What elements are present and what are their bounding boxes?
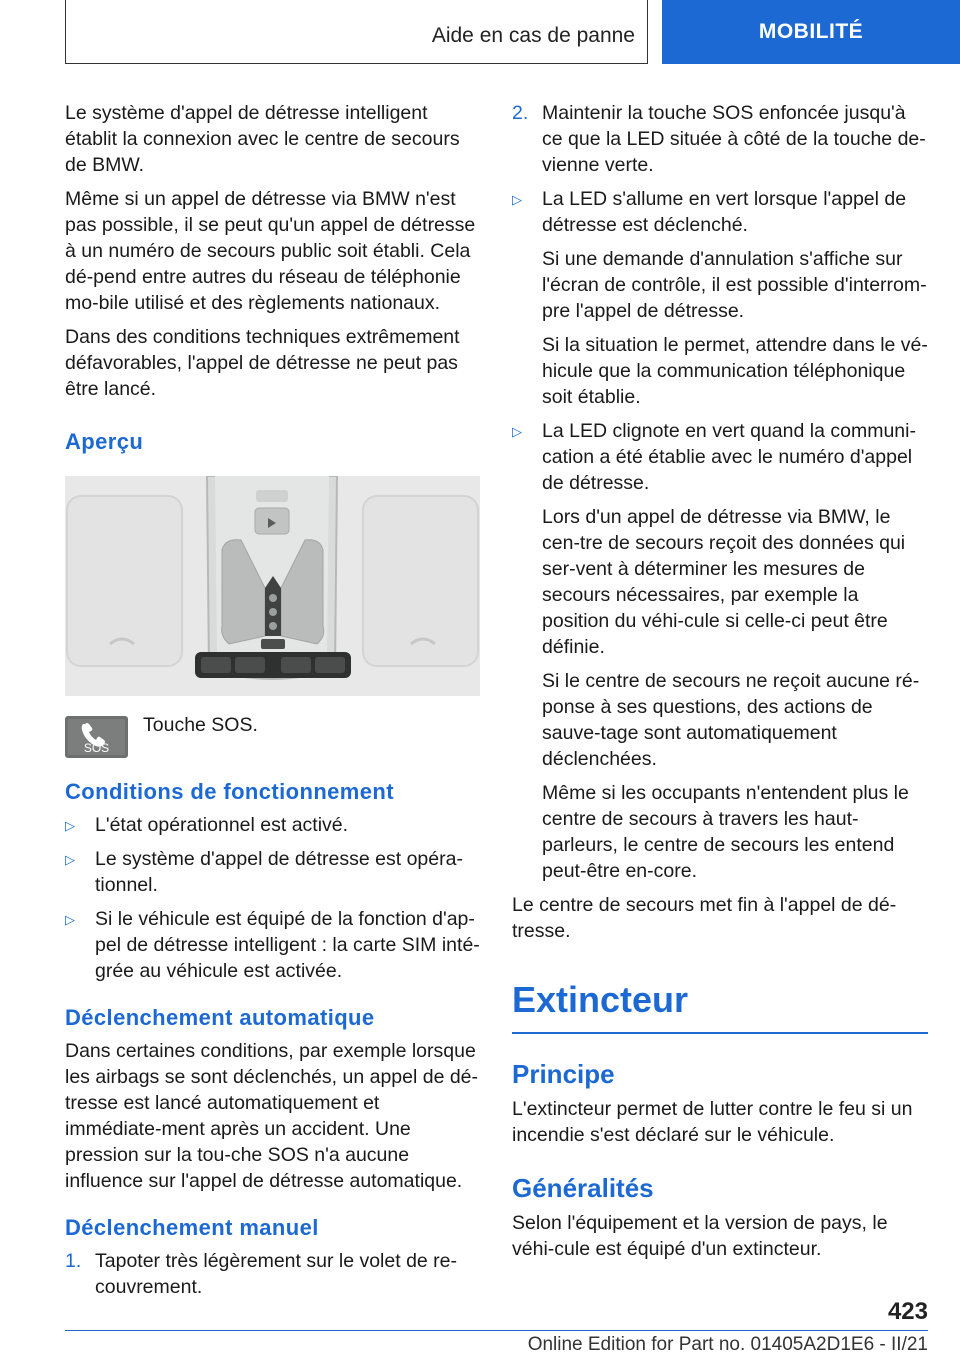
auto-trigger-text: Dans certaines conditions, par exemple lorsque les airbags se sont déclenchés, un appel de dé-tresse est lancé automatiquement et immédiate-ment après un accident. Une pression sur la tou-che SOS n'a aucune influence sur l'appel de détresse automatique. [65,1040,479,1192]
step-text: Maintenir la touche SOS enfoncée jusqu'à ce que la LED située à côté de la touche de-vienne verte. [542,102,926,176]
list-item-text: Le système d'appel de détresse est opéra-tionnel. [95,848,463,896]
list-item-text: Lors d'un appel de détresse via BMW, le cen-tre de secours reçoit des données qui ser-vent à déterminer les mesures de secours nécessaires, par exemple la position du véhi-cule si celle-ci peut être définie. [542,506,906,658]
list-item-text: Si une demande d'annulation s'affiche sur l'écran de contrôle, il est possible d'interrom-pre l'appel de détresse. [542,248,927,322]
right-column [512,100,928,1270]
principe-heading: Principe [512,1059,615,1089]
extincteur-heading: Extincteur [512,978,928,1034]
list-item [65,906,480,984]
triangle-bullet-icon: ▷ [65,912,75,927]
list-item-text: Si le véhicule est équipé de la fonction d'ap-pel de détresse intelligent : la carte SIM inté-grée au véhicule est activée. [95,908,480,982]
list-item [65,846,480,898]
manual-steps-list-continued [512,100,928,178]
list-item-text: Si le centre de secours ne reçoit aucune ré-ponse à ses questions, des actions de sauve-tage sont automatiquement déclenchées. [542,670,920,770]
triangle-bullet-icon: ▷ [512,424,522,439]
footer-divider [65,1330,928,1331]
section-title: Aide en cas de panne [431,24,635,47]
end-call-text: Le centre de secours met fin à l'appel de dé-tresse. [512,894,897,942]
list-item [512,418,928,884]
step-number: 1. [65,1250,82,1272]
list-item-text: La LED s'allume en vert lorsque l'appel de détresse est déclenché. [542,188,907,236]
step-item [512,100,928,178]
list-item-text: Même si les occupants n'entendent plus le centre de secours à travers les haut-parleurs, le centre de secours les entend peut-être en-core. [542,782,909,882]
list-item [512,186,928,410]
led-status-list [512,186,928,884]
manual-trigger-heading: Déclenchement manuel [65,1215,319,1240]
sos-button-label: Touche SOS. [143,714,258,736]
step-number: 2. [512,102,529,124]
intro-paragraph-3: Dans des conditions techniques extrêmement défavorables, l'appel de détresse ne peut pas être lancé. [65,326,460,400]
list-item-text: La LED clignote en vert quand la communi-cation a été établie avec le numéro d'appel de détresse. [542,420,916,494]
triangle-bullet-icon: ▷ [65,852,75,867]
list-item-text: L'état opérationnel est activé. [95,814,349,836]
triangle-bullet-icon: ▷ [65,818,75,833]
conditions-heading: Conditions de fonctionnement [65,779,394,804]
generalites-heading: Généralités [512,1173,654,1203]
sos-icon-text: SOS [83,741,110,755]
conditions-list [65,812,480,984]
list-item [65,812,480,838]
chapter-tab[interactable]: MOBILITÉ [662,0,960,64]
intro-paragraph-2: Même si un appel de détresse via BMW n'est pas possible, il se peut qu'un appel de détresse à un numéro de secours public soit établi. Cela dé-pend entre autres du réseau de téléphonie mo-bile utilisé et des règlements nationaux. [65,188,476,314]
apercu-heading: Aperçu [65,429,144,454]
left-column [65,100,480,1308]
sos-button-legend [65,712,480,758]
triangle-bullet-icon: ▷ [512,192,522,207]
step-item [65,1248,480,1300]
step-text: Tapoter très légèrement sur le volet de re-couvrement. [95,1250,458,1298]
intro-paragraph-1: Le système d'appel de détresse intelligent établit la connexion avec le centre de secours de BMW. [65,102,460,176]
generalites-text: Selon l'équipement et la version de pays, le véhi-cule est équipé d'un extincteur. [512,1212,888,1260]
list-item-text: Si la situation le permet, attendre dans le vé-hicule que la communication téléphonique soit établie. [542,334,928,408]
auto-trigger-heading: Déclenchement automatique [65,1005,375,1030]
page-number: 423 [887,1298,928,1325]
edition-footer[interactable]: Online Edition for Part no. 01405A2D1E6 - II/21 [527,1334,928,1355]
overhead-console-photo [65,476,480,696]
sos-button-icon [65,716,128,758]
manual-steps-list [65,1248,480,1300]
principe-text: L'extincteur permet de lutter contre le feu si un incendie s'est déclaré sur le véhicule. [512,1098,913,1146]
